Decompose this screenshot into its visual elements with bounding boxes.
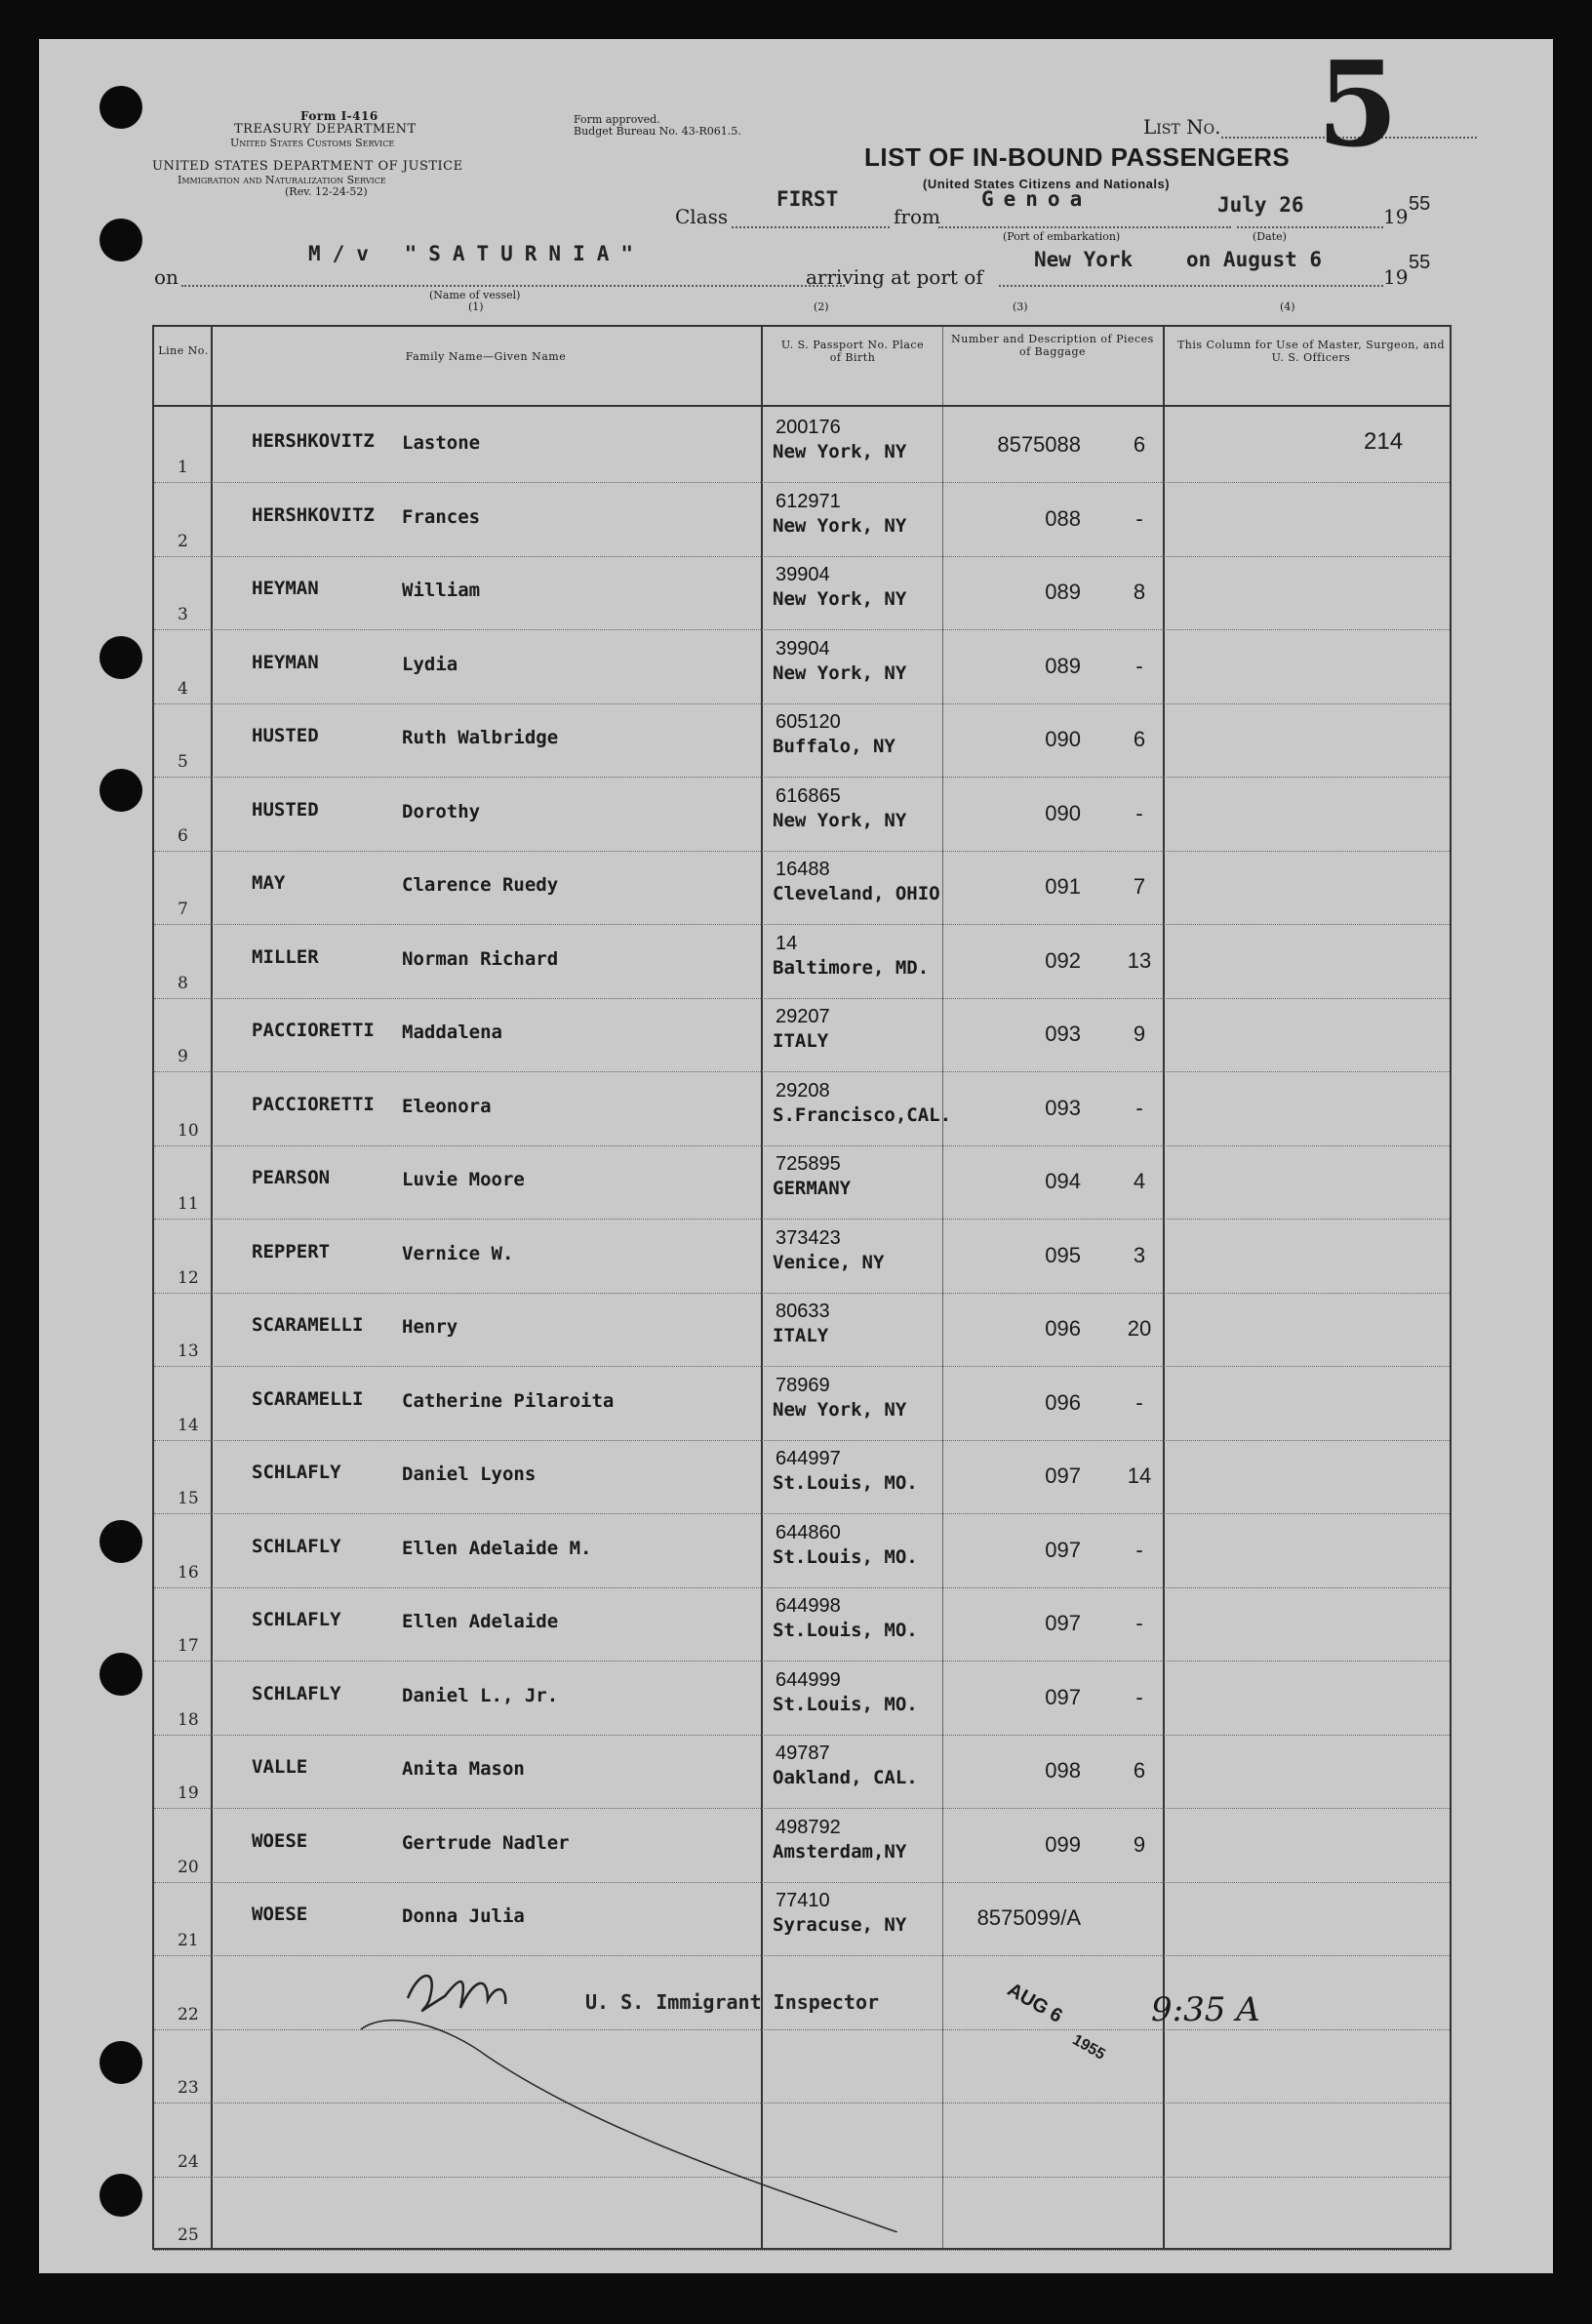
line-number: 19 — [178, 1783, 199, 1803]
place-of-birth: New York, NY — [773, 661, 907, 684]
given-name: Henry — [402, 1316, 458, 1338]
baggage-number: 090 — [1045, 727, 1081, 751]
given-name: Catherine Pilaroita — [402, 1389, 615, 1412]
table-row — [154, 1662, 1450, 1736]
table-row — [154, 1514, 1450, 1588]
given-name: Ellen Adelaide — [402, 1611, 559, 1632]
class-label: Class — [675, 205, 729, 228]
place-of-birth: New York, NY — [773, 1398, 907, 1421]
baggage-number: 094 — [1045, 1169, 1081, 1193]
baggage-pieces: - — [1135, 1095, 1143, 1120]
vessel-name: M/v "SATURNIA" — [308, 242, 646, 265]
table-row — [154, 483, 1450, 557]
place-of-birth: St.Louis, MO. — [773, 1620, 918, 1641]
baggage-number: 097 — [1045, 1537, 1081, 1562]
line-number: 12 — [178, 1267, 199, 1288]
baggage-number: 097 — [1045, 1463, 1081, 1488]
baggage-pieces: 20 — [1127, 1316, 1152, 1341]
baggage-pieces: 9 — [1133, 1022, 1146, 1046]
col-header-name: Family Name—Given Name — [405, 350, 567, 363]
family-name: SCHLAFLY — [252, 1535, 341, 1557]
passport-number: 644999 — [776, 1668, 841, 1691]
line-number: 11 — [178, 1194, 199, 1214]
inspector-label: U. S. Immigrant Inspector — [585, 1990, 880, 2014]
table-row — [154, 1145, 1450, 1220]
family-name: HEYMAN — [252, 578, 319, 599]
baggage-number: 088 — [1045, 505, 1081, 531]
table-row — [154, 1809, 1450, 1883]
passport-number: 373423 — [776, 1226, 841, 1249]
baggage-pieces: - — [1135, 1684, 1143, 1709]
baggage-pieces: 6 — [1133, 727, 1146, 751]
place-of-birth: St.Louis, MO. — [773, 1472, 918, 1494]
family-name: REPPERT — [252, 1240, 331, 1262]
officer-note: 214 — [1364, 428, 1404, 455]
punch-hole — [100, 1520, 142, 1563]
col-number-4: (4) — [1280, 301, 1295, 313]
col-header-line-no: Line No. — [158, 344, 209, 357]
table-row — [154, 1072, 1450, 1146]
on-label: on — [154, 265, 179, 289]
table-row — [154, 1220, 1450, 1294]
punch-hole — [100, 2041, 142, 2084]
baggage-number: 097 — [1045, 1684, 1081, 1709]
line-number: 2 — [178, 531, 188, 551]
baggage-pieces: 3 — [1133, 1242, 1146, 1267]
family-name: HERSHKOVITZ — [252, 430, 375, 452]
agency-justice: UNITED STATES DEPARTMENT OF JUSTICE — [152, 159, 463, 174]
passport-number: 29207 — [776, 1006, 830, 1027]
given-name: Maddalena — [402, 1022, 502, 1043]
port-of-embarkation: Genoa — [981, 187, 1093, 211]
place-of-birth: St.Louis, MO. — [773, 1693, 918, 1715]
line-number: 22 — [178, 2004, 199, 2024]
passport-number: 39904 — [776, 637, 830, 660]
inspection-stamp-year: 1955 — [1069, 2031, 1108, 2064]
family-name: MILLER — [252, 945, 319, 968]
list-number: 5 — [1317, 39, 1399, 174]
table-row — [154, 998, 1450, 1072]
passport-number: 29208 — [776, 1079, 830, 1102]
passport-number: 78969 — [776, 1374, 830, 1396]
family-name: PACCIORETTI — [252, 1093, 375, 1115]
place-of-birth: ITALY — [773, 1325, 829, 1346]
baggage-number: 8575088 — [997, 432, 1081, 457]
punch-hole — [100, 2174, 142, 2217]
baggage-pieces: 14 — [1127, 1463, 1152, 1488]
page-title: LIST OF IN-BOUND PASSENGERS — [864, 142, 1291, 172]
passport-number: 616865 — [776, 784, 841, 807]
baggage-number: 096 — [1045, 1316, 1081, 1341]
line-number: 8 — [178, 973, 188, 993]
baggage-pieces: 8 — [1133, 580, 1146, 604]
passport-number: 80633 — [776, 1301, 830, 1322]
family-name: HUSTED — [252, 725, 319, 746]
family-name: MAY — [252, 872, 286, 894]
baggage-number: 097 — [1045, 1611, 1081, 1635]
line-number: 9 — [178, 1047, 188, 1066]
passport-number: 49787 — [776, 1743, 830, 1764]
passport-number: 605120 — [776, 711, 841, 733]
table-row — [154, 1587, 1450, 1662]
line-number: 25 — [178, 2225, 199, 2245]
passport-number: 39904 — [776, 564, 830, 585]
baggage-number: 8575099/A — [976, 1905, 1081, 1930]
place-of-birth: Cleveland, OHIO — [773, 883, 940, 904]
line-number: 4 — [178, 678, 188, 699]
place-of-birth: Syracuse, NY — [773, 1914, 907, 1936]
place-of-birth: Venice, NY — [773, 1251, 885, 1273]
place-of-birth: Baltimore, MD. — [773, 956, 930, 979]
year-prefix: 19 — [1383, 205, 1409, 228]
line-number: 14 — [178, 1415, 199, 1435]
family-name: SCARAMELLI — [252, 1314, 364, 1336]
line-number: 17 — [178, 1636, 199, 1656]
arriving-label: arriving at port of — [806, 265, 983, 289]
arrival-year: 55 — [1409, 252, 1431, 273]
baggage-number: 098 — [1045, 1758, 1081, 1783]
passport-number: 77410 — [776, 1890, 830, 1911]
passport-number: 644998 — [776, 1595, 841, 1617]
line-number: 5 — [178, 752, 188, 772]
table-row — [154, 703, 1450, 778]
line-number: 7 — [178, 900, 188, 919]
col-header-officers: This Column for Use of Master, Surgeon, and U. S. Officers — [1176, 339, 1446, 364]
list-number-label: List No. — [1143, 115, 1221, 139]
line-number: 13 — [178, 1342, 199, 1361]
place-of-birth: Buffalo, NY — [773, 736, 896, 757]
punch-hole — [100, 636, 142, 679]
family-name: SCHLAFLY — [252, 1682, 341, 1704]
line-number: 18 — [178, 1709, 199, 1730]
table-row — [154, 851, 1450, 925]
family-name: WOESE — [252, 1829, 308, 1852]
form-number: Form I-416 — [300, 109, 378, 123]
place-of-birth: New York, NY — [773, 809, 907, 831]
passport-number: 612971 — [776, 490, 841, 512]
inspector-signature — [351, 1940, 897, 2232]
baggage-number: 089 — [1045, 653, 1081, 678]
table-row — [154, 1367, 1450, 1441]
arrival-port: New York — [1034, 248, 1134, 271]
table-row — [154, 409, 1450, 483]
page-subtitle: (United States Citizens and Nationals) — [923, 177, 1171, 191]
line-number: 23 — [178, 2078, 199, 2098]
family-name: HEYMAN — [252, 651, 319, 673]
baggage-pieces: - — [1135, 1611, 1143, 1635]
family-name: HERSHKOVITZ — [252, 503, 375, 526]
col-header-passport: U. S. Passport No. Place of Birth — [780, 339, 925, 364]
baggage-number: 093 — [1045, 1022, 1081, 1046]
given-name: Donna Julia — [402, 1905, 525, 1927]
agency-treasury-sub: United States Customs Service — [230, 137, 395, 149]
family-name: PEARSON — [252, 1167, 331, 1188]
col-header-baggage: Number and Description of Pieces of Baggage — [951, 333, 1154, 358]
baggage-number: 091 — [1045, 874, 1081, 899]
date-caption: (Date) — [1253, 230, 1287, 243]
line-number: 3 — [178, 605, 188, 624]
baggage-pieces: - — [1135, 505, 1143, 531]
passport-number: 200176 — [776, 417, 841, 438]
form-revision: (Rev. 12-24-52) — [285, 185, 368, 198]
given-name: Lastone — [402, 432, 481, 454]
given-name: Ellen Adelaide M. — [402, 1537, 592, 1559]
baggage-pieces: - — [1135, 1389, 1143, 1415]
place-of-birth: New York, NY — [773, 441, 907, 462]
punch-hole — [100, 219, 142, 261]
table-row — [154, 778, 1450, 852]
line-number: 16 — [178, 1562, 199, 1583]
vessel-caption: (Name of vessel) — [429, 289, 521, 301]
place-of-birth: S.Francisco,CAL. — [773, 1103, 952, 1126]
baggage-pieces: - — [1135, 1537, 1143, 1562]
baggage-pieces: 6 — [1133, 432, 1146, 457]
class-value: FIRST — [776, 187, 839, 211]
arrival-year-prefix: 19 — [1383, 265, 1409, 289]
family-name: VALLE — [252, 1756, 308, 1778]
given-name: Ruth Walbridge — [402, 727, 559, 748]
arrival-date: on August 6 — [1186, 248, 1323, 271]
given-name: Clarence Ruedy — [402, 874, 559, 896]
family-name: SCARAMELLI — [252, 1387, 364, 1410]
departure-year: 55 — [1409, 193, 1431, 215]
family-name: SCHLAFLY — [252, 1462, 341, 1483]
table-row — [154, 556, 1450, 630]
inspection-stamp-date: AUG 6 — [1003, 1979, 1066, 2027]
baggage-pieces: - — [1135, 653, 1143, 678]
given-name: William — [402, 580, 481, 601]
passport-number: 498792 — [776, 1816, 841, 1838]
agency-treasury: TREASURY DEPARTMENT — [234, 122, 417, 137]
line-number: 20 — [178, 1857, 199, 1877]
baggage-number: 095 — [1045, 1242, 1081, 1267]
family-name: PACCIORETTI — [252, 1020, 375, 1041]
passport-number: 725895 — [776, 1153, 841, 1175]
port-embarkation-caption: (Port of embarkation) — [1003, 230, 1121, 243]
line-number: 6 — [178, 825, 188, 846]
place-of-birth: Amsterdam,NY — [773, 1840, 907, 1863]
col-number-2: (2) — [814, 301, 829, 313]
baggage-pieces: - — [1135, 800, 1143, 825]
baggage-number: 093 — [1045, 1095, 1081, 1120]
given-name: Dorothy — [402, 800, 481, 822]
document-page — [39, 39, 1553, 2273]
agency-justice-sub: Immigration and Naturalization Service — [178, 174, 386, 186]
given-name: Frances — [402, 505, 481, 528]
punch-hole — [100, 86, 142, 129]
baggage-pieces: 9 — [1133, 1831, 1146, 1857]
place-of-birth: Oakland, CAL. — [773, 1767, 918, 1788]
place-of-birth: GERMANY — [773, 1178, 852, 1199]
punch-hole — [100, 1653, 142, 1696]
from-label: from — [894, 205, 940, 228]
line-number: 21 — [178, 1931, 199, 1950]
passport-number: 644997 — [776, 1448, 841, 1469]
punch-hole — [100, 769, 142, 812]
col-number-3: (3) — [1013, 301, 1028, 313]
family-name: SCHLAFLY — [252, 1609, 341, 1630]
line-number: 24 — [178, 2151, 199, 2172]
family-name: HUSTED — [252, 798, 319, 821]
given-name: Gertrude Nadler — [402, 1831, 570, 1854]
baggage-pieces: 4 — [1133, 1169, 1146, 1193]
family-name: WOESE — [252, 1903, 308, 1925]
baggage-number: 092 — [1045, 947, 1081, 973]
given-name: Lydia — [402, 653, 458, 675]
budget-bureau: Budget Bureau No. 43-R061.5. — [574, 125, 741, 138]
given-name: Luvie Moore — [402, 1169, 525, 1190]
given-name: Anita Mason — [402, 1758, 525, 1780]
baggage-number: 096 — [1045, 1389, 1081, 1415]
passport-number: 644860 — [776, 1521, 841, 1543]
baggage-number: 099 — [1045, 1831, 1081, 1857]
given-name: Daniel L., Jr. — [402, 1684, 559, 1706]
given-name: Daniel Lyons — [402, 1463, 537, 1485]
baggage-number: 089 — [1045, 580, 1081, 604]
col-number-1: (1) — [468, 301, 484, 313]
given-name: Vernice W. — [402, 1242, 514, 1264]
line-number: 1 — [178, 458, 188, 477]
passport-number: 16488 — [776, 859, 830, 880]
line-number: 10 — [178, 1120, 199, 1141]
place-of-birth: ITALY — [773, 1030, 829, 1052]
form-approved: Form approved. — [574, 113, 660, 126]
table-row — [154, 1735, 1450, 1809]
place-of-birth: New York, NY — [773, 588, 907, 610]
table-row — [154, 630, 1450, 704]
baggage-pieces: 13 — [1127, 947, 1152, 973]
passport-number: 14 — [776, 932, 798, 954]
table-row — [154, 1293, 1450, 1367]
baggage-pieces: 6 — [1133, 1758, 1146, 1783]
given-name: Eleonora — [402, 1095, 492, 1117]
given-name: Norman Richard — [402, 947, 559, 970]
table-row — [154, 925, 1450, 999]
line-number: 15 — [178, 1489, 199, 1508]
baggage-number: 090 — [1045, 800, 1081, 825]
departure-date: July 26 — [1217, 193, 1304, 217]
place-of-birth: St.Louis, MO. — [773, 1545, 918, 1568]
baggage-pieces: 7 — [1133, 874, 1146, 899]
place-of-birth: New York, NY — [773, 514, 907, 537]
inspection-time: 9:35 A — [1151, 1990, 1260, 2029]
table-row — [154, 1440, 1450, 1514]
